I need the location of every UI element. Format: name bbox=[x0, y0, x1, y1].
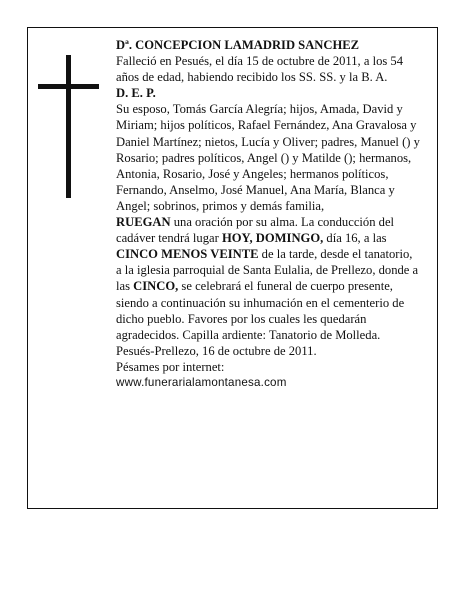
ruegan-text: una oración por su alma. La conducción del cadáver tendrá lugar bbox=[116, 215, 395, 246]
obituary-text bbox=[116, 37, 421, 391]
death-info: Falleció en Pesués, el día 15 de octubre de 2011, a los 54 años de edad, habiendo recibido los SS. SS. y la B. A. bbox=[116, 54, 404, 85]
time-label: CINCO MENOS VEINTE bbox=[116, 247, 259, 262]
place-date: Pesués-Prellezo, 16 de octubre de 2011. bbox=[116, 343, 317, 358]
funeral-text: se celebrará el funeral de cuerpo presente, siendo a continuación su inhumación en el cementerio de dicho pueblo. Favores por los cuales les quedarán agradecidos. Capilla ardiente: Tanatorio de Molleda. bbox=[116, 279, 405, 342]
deceased-name: Dª. CONCEPCION LAMADRID SANCHEZ bbox=[116, 38, 360, 52]
funeral-time: CINCO, bbox=[133, 279, 179, 294]
condolences-label: Pésames por internet: bbox=[116, 359, 225, 374]
ruegan-label: RUEGAN bbox=[116, 215, 171, 230]
cross-icon bbox=[66, 55, 71, 198]
ceremony-paragraph bbox=[116, 214, 421, 343]
family-list: Su esposo, Tomás García Alegría; hijos, Amada, David y Miriam; hijos políticos, Rafael Fernández, Ana Gravalosa y Daniel Martínez; nietos, Lucía y Oliver; padres, Manuel () y Rosario; padres políticos, Angel () y Matilde (); hermanos, Antonia, Rosario, José y Angeles; hermanos políticos, Fernando, Anselmo, José Manuel, Ana María, Blanca y Angel; sobrinos, primos y demás familia, bbox=[116, 102, 420, 213]
tanatorio-text: de la tarde, desde el tanatorio, a la iglesia parroquial de Santa Eulalia, de Prellezo, donde a las bbox=[116, 247, 419, 294]
cross-icon-bar bbox=[38, 84, 99, 89]
hoy-domingo: HOY, DOMINGO, bbox=[221, 231, 324, 246]
dep-heading: D. E. P. bbox=[116, 86, 156, 101]
website-link[interactable]: www.funerarialamontanesa.com bbox=[116, 375, 287, 389]
dia-text: día 16, a las bbox=[323, 231, 387, 246]
